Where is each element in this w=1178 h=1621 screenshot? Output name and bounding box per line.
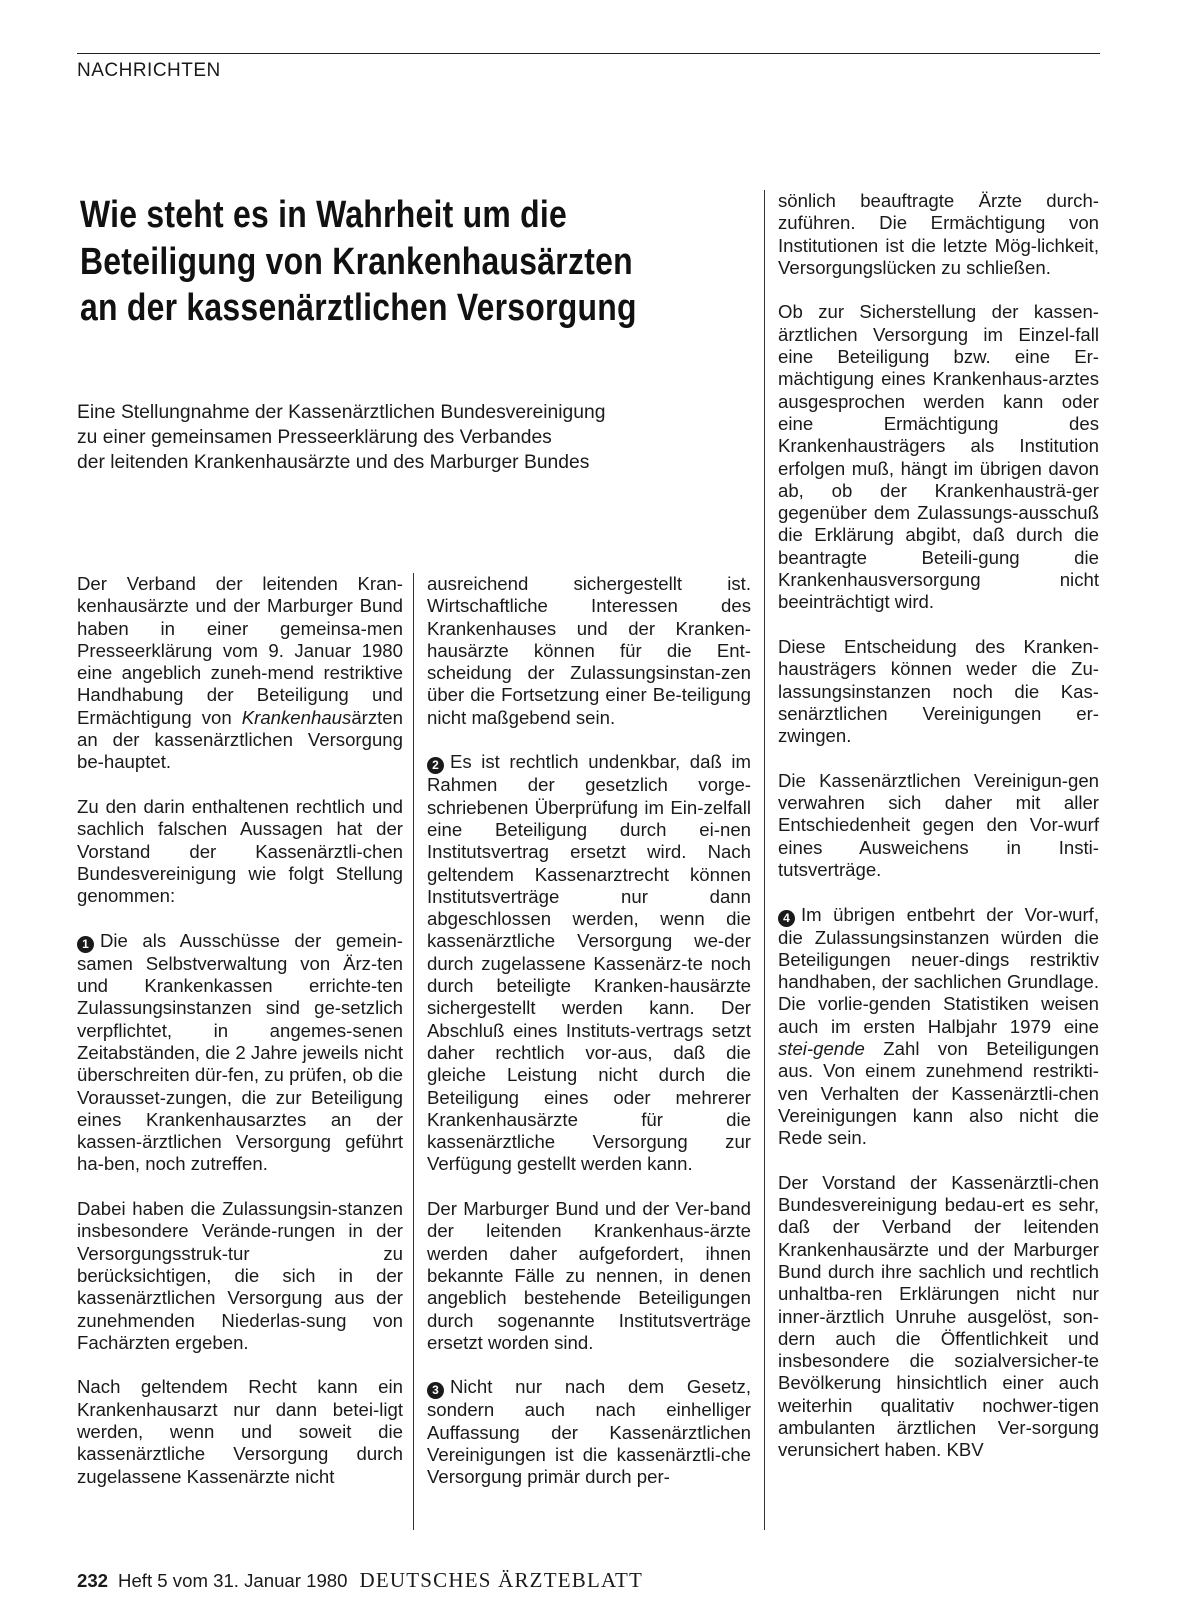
paragraph: ausreichend sichergestellt ist. Wirtschaftliche Interessen des Krankenhauses und der Kranken-hausärzte können für die Ent-scheidung der Zulassungsinstan-zen über die Fortsetzung einer Be-teiligung nicht maßgebend sein. bbox=[427, 573, 751, 728]
journal-name: DEUTSCHES ÄRZTEBLATT bbox=[359, 1568, 644, 1592]
paragraph: Dabei haben die Zulassungsin-stanzen insbesondere Verände-rungen in der Versorgungsstruk-tur zu berücksichtigen, die sich in der kassenärztlichen Versorgung aus der zunehmenden Niederlas-sung von Fachärzten ergeben. bbox=[77, 1198, 403, 1353]
title-line: Wie steht es in Wahrheit um die bbox=[80, 194, 567, 236]
text-column-3 bbox=[778, 190, 1099, 1462]
emphasis-text: stei-gende bbox=[778, 1037, 865, 1059]
paragraph: Nach geltendem Recht kann ein Krankenhausarzt nur dann betei-ligt werden, wenn und soweit die kassenärztliche Versorgung durch zugelassene Kassenärzte nicht bbox=[77, 1376, 403, 1487]
title-line: Beteiligung von Krankenhausärzten bbox=[80, 240, 633, 283]
numbered-bullet-icon: 3 bbox=[427, 1382, 444, 1399]
column-divider bbox=[413, 573, 414, 1530]
text-column-1 bbox=[77, 573, 403, 1488]
paragraph bbox=[77, 930, 403, 1176]
title-line: an der kassenärztlichen Versorgung bbox=[80, 287, 637, 329]
emphasis-text: Krankenhaus bbox=[241, 706, 352, 728]
text-column-2 bbox=[427, 573, 751, 1489]
article-title bbox=[80, 192, 637, 332]
paragraph: Der Vorstand der Kassenärztli-chen Bundesvereinigung bedau-ert es sehr, daß der Verband der leitenden Krankenhausärzte und der Marburger Bund durch ihre sachlich und rechtlich unhaltba-ren Erklärungen nicht nur inner-ärztlich Unruhe ausgelöst, son-dern auch die Öffentlichkeit und insbesondere die sozialversicher-te Bevölkerung hinsichtlich einer auch weiterhin qualitativ nochwer-tigen ambulanten ärztlichen Ver-sorgung verunsichert haben. KBV bbox=[778, 1171, 1099, 1461]
paragraph: Ob zur Sicherstellung der kassen-ärztlichen Versorgung im Einzel-fall eine Beteiligung bzw. eine Er-mächtigung eines Krankenhaus-arztes ausgesprochen werden kann oder eine Ermächtigung des Krankenhausträgers als Institution erfolgen muß, hängt im übrigen davon ab, ob der Krankenhausträ-ger gegenüber dem Zulassungs-ausschuß die Erklärung abgibt, daß durch die beantragte Beteili-gung die Krankenhausversorgung nicht beeinträchtigt wird. bbox=[778, 301, 1099, 613]
paragraph bbox=[427, 751, 751, 1175]
paragraph: Die Kassenärztlichen Vereinigun-gen verwahren sich daher mit aller Entschiedenheit gegen den Vor-wurf eines Ausweichens in Insti-tutsverträge. bbox=[778, 769, 1099, 880]
numbered-bullet-icon: 2 bbox=[427, 757, 444, 774]
paragraph-text: Im übrigen entbehrt der Vor-wurf, die Zulassungsinstanzen würden die Beteiligungen neuer-dings restriktiv handhaben, der sachlichen Grundlage. Die vorlie-genden Statistiken weisen auch im ersten Halbjahr 1979 eine bbox=[778, 903, 1099, 1037]
numbered-bullet-icon: 1 bbox=[77, 936, 94, 953]
paragraph-text: Es ist rechtlich undenkbar, daß im Rahmen der gesetzlich vorge-schriebenen Überprüfung im Ein-zelfall eine Beteiligung durch ei-nen Institutsvertrag ersetzt wird. Nach geltendem Kassenarztrecht können Institutsverträge nur dann abgeschlossen werden, wenn die kassenärztliche Versorgung we-der durch zugelassene Kassenärz-te noch durch beteiligte Kranken-hausärzte sichergestellt werden kann. Der Abschluß eines Instituts-vertrags setzt daher rechtlich vor-aus, daß die gleiche Leistung nicht durch die Beteiligung eines oder mehrerer Krankenhausärzte für die kassenärztliche Versorgung zur Verfügung gestellt werden kann. bbox=[427, 751, 751, 1175]
paragraph bbox=[778, 904, 1099, 1150]
paragraph-text: Zahl von Beteiligungen aus. Von einem zunehmend restrikti-ven Verhalten der Kassenärztli-chen Vereinigungen kann also nicht die Rede sein. bbox=[778, 1037, 1099, 1149]
page-footer bbox=[77, 1568, 643, 1593]
paragraph: sönlich beauftragte Ärzte durch-zuführen. Die Ermächtigung von Institutionen ist die letzte Mög-lichkeit, Versorgungslücken zu schließen. bbox=[778, 190, 1099, 278]
subtitle-line: der leitenden Krankenhausärzte und des Marburger Bundes bbox=[77, 452, 590, 473]
header-rule bbox=[77, 53, 1100, 54]
subtitle-line: zu einer gemeinsamen Presseerklärung des Verbandes bbox=[77, 427, 552, 448]
paragraph-text: Der Verband der leitenden Kran-kenhausärzte und der Marburger Bund haben in einer gemeinsa-men Presseerklärung vom 9. Januar 1980 eine angeblich zuneh-mend restriktive Handhabung der Beteiligung und Ermächtigung von bbox=[77, 573, 403, 728]
page-number: 232 bbox=[77, 1570, 109, 1591]
paragraph: Zu den darin enthaltenen rechtlich und sachlich falschen Aussagen hat der Vorstand der Kassenärztli-chen Bundesvereinigung wie folgt Stellung genommen: bbox=[77, 795, 403, 907]
subtitle-line: Eine Stellungnahme der Kassenärztlichen Bundesvereinigung bbox=[77, 402, 606, 423]
paragraph bbox=[427, 1376, 751, 1488]
section-label: NACHRICHTEN bbox=[77, 60, 221, 81]
paragraph: Der Marburger Bund und der Ver-band der leitenden Krankenhaus-ärzte werden daher aufgefordert, ihnen bekannte Fälle zu nennen, in denen angeblich bestehende Beteiligungen durch sogenannte Institutsverträge ersetzt worden sind. bbox=[427, 1198, 751, 1353]
paragraph: Diese Entscheidung des Kranken-hausträgers können weder die Zu-lassungsinstanzen noch die Kas-senärztlichen Vereinigungen er-zwingen. bbox=[778, 635, 1099, 747]
article-subtitle bbox=[77, 400, 757, 475]
issue-info: Heft 5 vom 31. Januar 1980 bbox=[118, 1570, 348, 1591]
paragraph-text: ärzten an der kassenärztlichen Versorgung be-hauptet. bbox=[77, 706, 403, 773]
numbered-bullet-icon: 4 bbox=[778, 910, 795, 927]
column-divider bbox=[764, 190, 765, 1530]
paragraph-text: Die als Ausschüsse der gemein-samen Selbstverwaltung von Ärz-ten und Krankenkassen errichte-ten Zulassungsinstanzen sind ge-setzlich verpflichtet, in angemes-senen Zeitabständen, die 2 Jahre jeweils nicht überschreiten dür-fen, zu prüfen, ob die Vorausset-zungen, die zur Beteiligung eines Krankenhausarztes an der kassen-ärztlichen Versorgung geführt ha-ben, noch zutreffen. bbox=[77, 929, 403, 1175]
paragraph bbox=[77, 573, 403, 774]
paragraph-text: Nicht nur nach dem Gesetz, sondern auch nach einhelliger Auffassung der Kassenärztlichen Vereinigungen ist die kassenärztli-che Versorgung primär durch per- bbox=[427, 1376, 751, 1488]
